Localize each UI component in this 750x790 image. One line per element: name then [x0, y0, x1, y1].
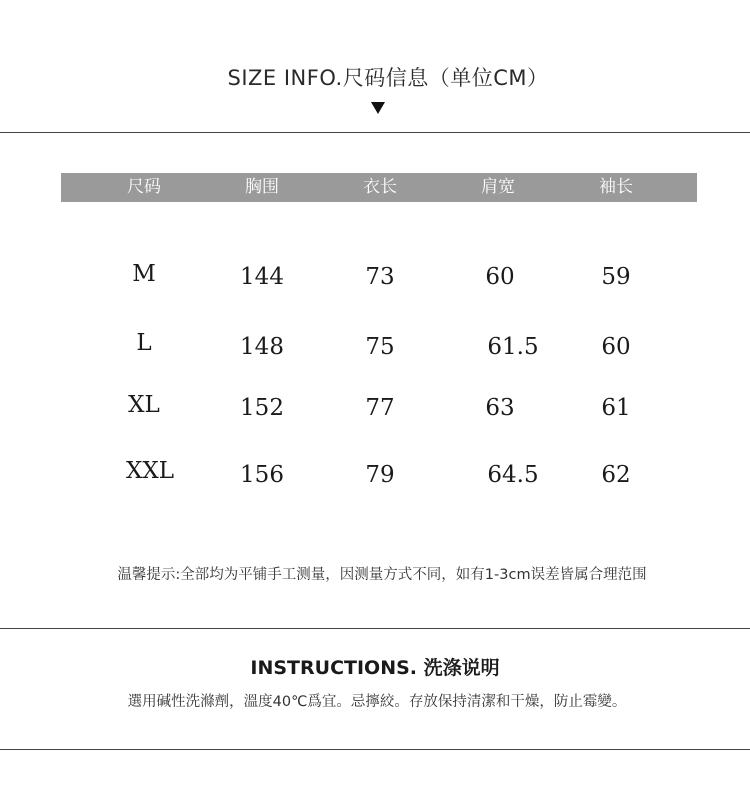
chest-cell: 152 — [240, 395, 284, 421]
sleeve-cell: 61 — [601, 395, 631, 421]
shoulder-cell: 61.5 — [487, 334, 539, 360]
middle-divider — [0, 628, 750, 629]
header-shoulder: 肩宽 — [481, 177, 515, 197]
sleeve-cell: 59 — [601, 264, 631, 290]
bottom-divider — [0, 749, 750, 750]
length-cell: 77 — [365, 395, 395, 421]
shoulder-cell: 63 — [485, 395, 515, 421]
size-cell: XXL — [125, 458, 175, 484]
chest-cell: 144 — [240, 264, 284, 290]
chest-cell: 156 — [240, 462, 284, 488]
sleeve-cell: 62 — [601, 462, 631, 488]
sleeve-cell: 60 — [601, 334, 631, 360]
down-triangle-icon — [371, 102, 385, 114]
length-cell: 75 — [365, 334, 395, 360]
length-cell: 79 — [365, 462, 395, 488]
header-chest: 胸围 — [245, 177, 279, 197]
size-cell: XL — [128, 392, 160, 418]
size-cell: L — [136, 330, 152, 356]
instructions-text: 選用碱性洗滌劑，溫度40℃爲宜。忌擰絞。存放保持清潔和干燥，防止霉變。 — [127, 694, 627, 710]
header-sleeve: 袖长 — [599, 177, 633, 197]
size-info-title: SIZE INFO.尺码信息（单位CM） — [227, 66, 549, 90]
top-divider — [0, 132, 750, 133]
measurement-note: 温馨提示:全部均为平铺手工测量，因测量方式不同，如有1-3cm误差皆属合理范围 — [117, 567, 647, 583]
shoulder-cell: 60 — [485, 264, 515, 290]
shoulder-cell: 64.5 — [487, 462, 539, 488]
header-size: 尺码 — [127, 177, 161, 197]
size-table-header — [61, 173, 697, 202]
instructions-title: INSTRUCTIONS. 洗涤说明 — [250, 657, 500, 679]
header-length: 衣长 — [363, 177, 397, 197]
chest-cell: 148 — [240, 334, 284, 360]
length-cell: 73 — [365, 264, 395, 290]
size-cell: M — [132, 261, 156, 287]
